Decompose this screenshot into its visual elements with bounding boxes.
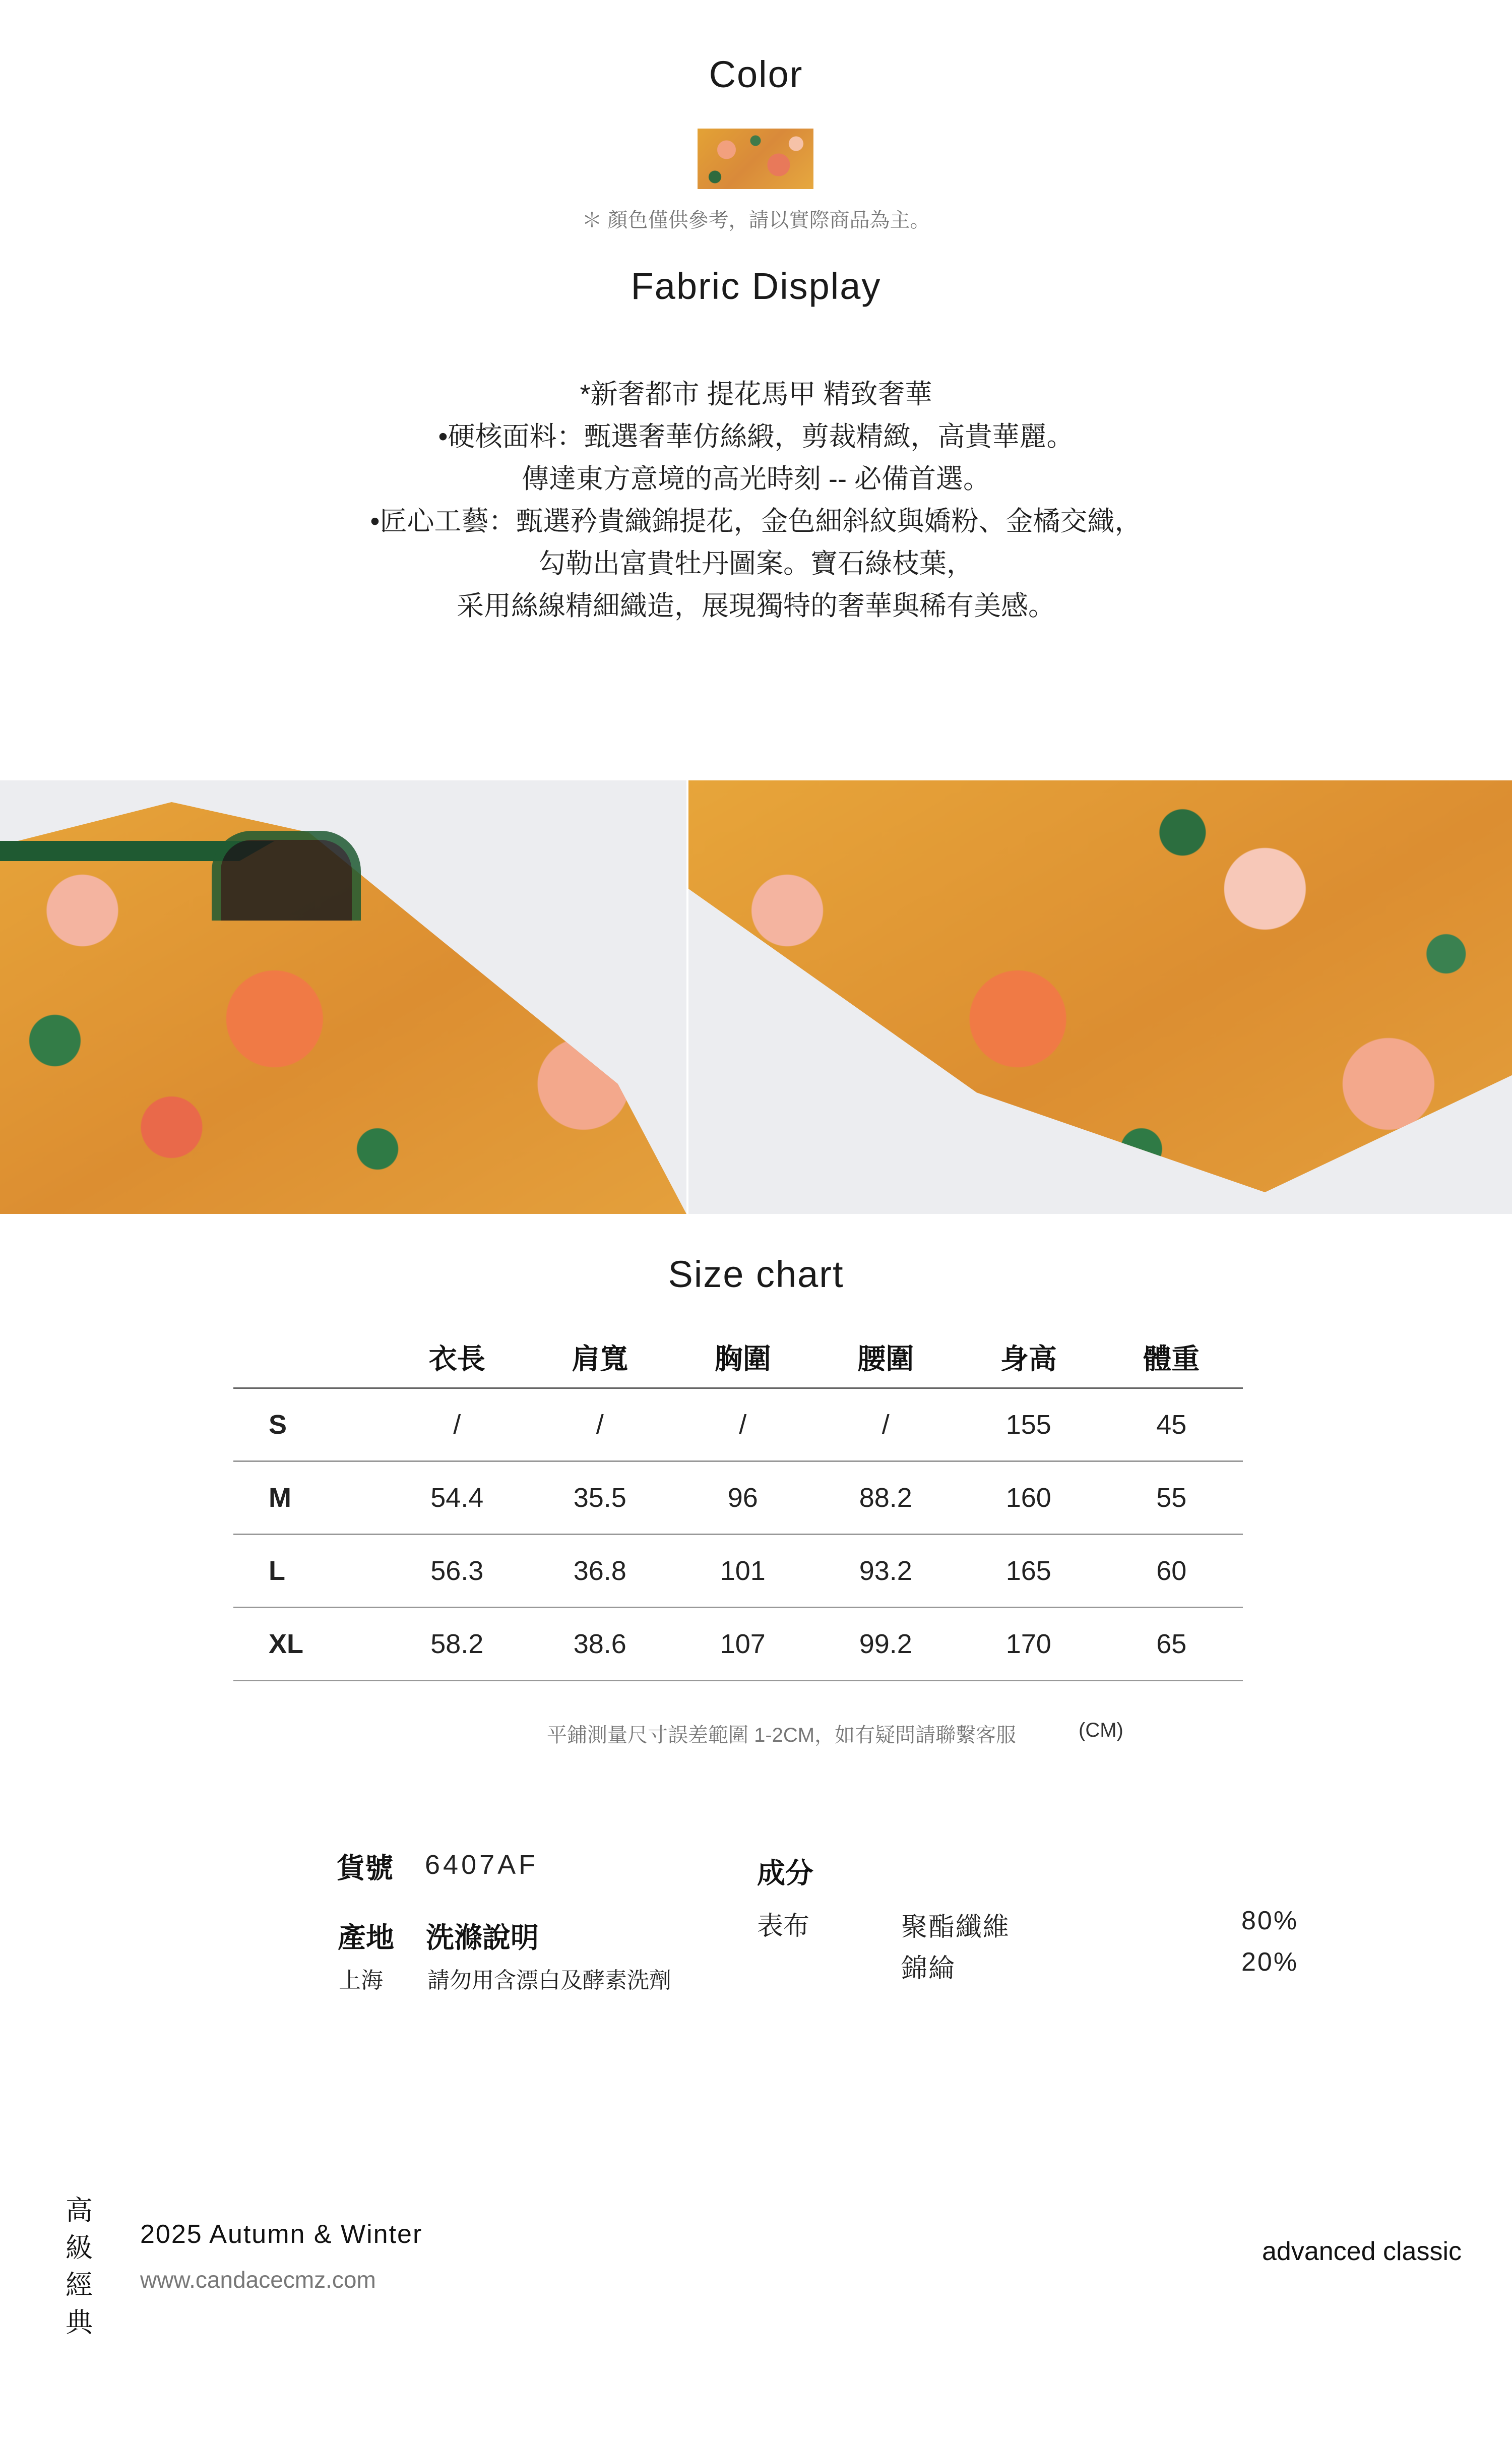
fabric-description [0, 373, 1512, 627]
table-row [233, 1388, 1243, 1461]
size-label: S [233, 1388, 386, 1461]
table-cell: 99.2 [814, 1608, 958, 1681]
fabric-line: •硬核面料：甄選奢華仿絲緞，剪裁精緻，高貴華麗。 [438, 421, 1074, 452]
fabric-line: 傳達東方意境的高光時刻 -- 必備首選。 [522, 464, 990, 494]
table-row [233, 1535, 1243, 1608]
vertical-brand-text [64, 2192, 94, 2341]
material-percent: 20% [1241, 1947, 1299, 1977]
table-cell: 36.8 [529, 1535, 672, 1608]
sku-label: 貨號 [337, 1852, 393, 1884]
table-cell: 56.3 [386, 1535, 529, 1608]
header-cell: 胸圍 [671, 1327, 814, 1388]
fabric-line: 采用絲線精細織造，展現獨特的奢華與稀有美感。 [457, 591, 1055, 621]
table-cell: / [529, 1388, 672, 1461]
size-chart-title: Size chart [668, 1253, 844, 1295]
header-cell: 體重 [1100, 1327, 1243, 1388]
table-cell: 88.2 [814, 1461, 958, 1535]
care-value: 請勿用含漂白及酵素洗劑 [427, 1968, 671, 1993]
table-cell: 93.2 [814, 1535, 958, 1608]
material-name: 聚酯纖維 [901, 1913, 1011, 1942]
composition-label: 成分 [757, 1857, 813, 1889]
vertical-char: 經 [66, 2270, 93, 2300]
color-title: Color [709, 53, 803, 95]
table-cell: 38.6 [529, 1608, 672, 1681]
material-percent: 80% [1241, 1906, 1299, 1935]
fabric-line: 勾勒出富貴牡丹圖案。寶石綠枝葉， [538, 548, 974, 579]
table-cell: 96 [671, 1461, 814, 1535]
color-swatch[interactable] [698, 129, 813, 189]
composition-part: 表布 [757, 1912, 810, 1941]
size-label: M [233, 1461, 386, 1535]
product-photo-collar [0, 780, 686, 1214]
header-cell: 肩寬 [529, 1327, 672, 1388]
table-cell: 165 [957, 1535, 1100, 1608]
header-cell: 身高 [957, 1327, 1100, 1388]
season-text: 2025 Autumn & Winter [140, 2220, 423, 2249]
table-cell: / [814, 1388, 958, 1461]
product-photo-hem [688, 780, 1512, 1214]
origin-label: 產地 [338, 1922, 394, 1954]
header-cell: 衣長 [386, 1327, 529, 1388]
size-note: 平鋪測量尺寸誤差範圍 1-2CM，如有疑問請聯繫客服 [547, 1724, 1017, 1746]
table-row [233, 1461, 1243, 1535]
table-cell: 170 [957, 1608, 1100, 1681]
header-cell: 腰圍 [814, 1327, 958, 1388]
vertical-char: 典 [66, 2307, 93, 2338]
fabric-title: Fabric Display [631, 265, 881, 307]
sku-value: 6407AF [425, 1850, 539, 1880]
table-cell: 60 [1100, 1535, 1243, 1608]
table-cell: 35.5 [529, 1461, 672, 1535]
origin-value: 上海 [339, 1968, 383, 1993]
table-cell: 45 [1100, 1388, 1243, 1461]
table-cell: / [671, 1388, 814, 1461]
tagline: advanced classic [1262, 2237, 1462, 2266]
table-cell: / [386, 1388, 529, 1461]
table-cell: 55 [1100, 1461, 1243, 1535]
table-cell: 160 [957, 1461, 1100, 1535]
table-row [233, 1608, 1243, 1681]
size-unit: (CM) [1079, 1719, 1123, 1741]
size-label: XL [233, 1608, 386, 1681]
fabric-line: *新奢都市 提花馬甲 精致奢華 [580, 379, 932, 409]
table-cell: 58.2 [386, 1608, 529, 1681]
size-label: L [233, 1535, 386, 1608]
color-note: ＊ 顏色僅供參考，請以實際商品為主。 [582, 209, 930, 231]
table-cell: 101 [671, 1535, 814, 1608]
fabric-line: •匠心工藝：甄選矜貴織錦提花，金色細斜紋與嬌粉、金橘交織， [370, 506, 1142, 536]
vertical-char: 級 [66, 2233, 93, 2263]
vertical-char: 高 [66, 2195, 93, 2226]
table-cell: 155 [957, 1388, 1100, 1461]
size-table-header [233, 1327, 1243, 1388]
table-cell: 107 [671, 1608, 814, 1681]
header-cell [233, 1327, 386, 1388]
size-table [233, 1327, 1243, 1681]
material-name: 錦綸 [901, 1954, 956, 1983]
table-cell: 65 [1100, 1608, 1243, 1681]
table-cell: 54.4 [386, 1461, 529, 1535]
care-label: 洗滌說明 [426, 1922, 539, 1954]
website-link[interactable]: www.candacecmz.com [140, 2267, 376, 2293]
